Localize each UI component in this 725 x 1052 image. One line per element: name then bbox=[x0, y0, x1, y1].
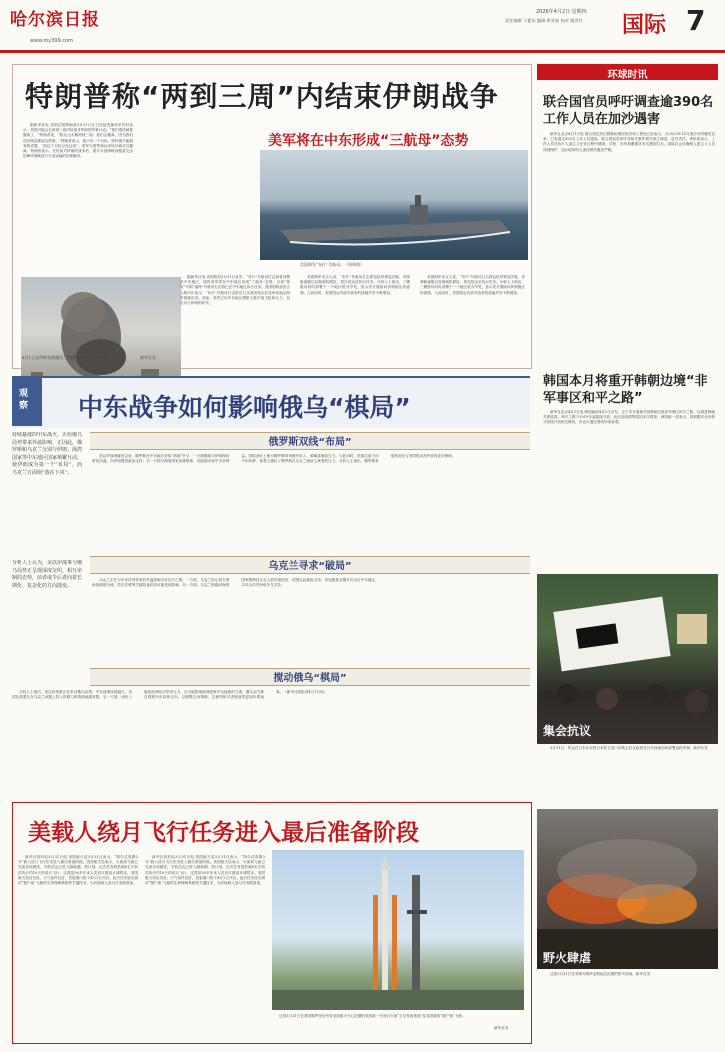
moon-body-col1: 新华社洛杉矶3月31日电 美国航天局3月31日表示，“阿尔忒弥斯2号”载人绕月飞行任务进入最后准备阶段。美国航天局表示，火箭和飞船已完成各项测试，宇航员也已进入隔离期。按计划，这次任务将搭载4名宇航员执行约10天的绕月飞行，这将是50多年来人类首次重返月球附近。美国航天局官员说，天气条件良好，发射窗口将于4月1日开启。此次任务旨在测试“猎户座”飞船的生命保障系统等关键技术，为后续载人登月任务做准备。 bbox=[18, 855, 138, 886]
lead-headline: 特朗普称“两到三周”内结束伊朗战争 bbox=[25, 80, 499, 113]
wildfire-photo-caption: 这是3月31日在菲律宾维萨亚斯地区拍摄的野火现场。新华社发 bbox=[550, 972, 651, 976]
protest-photo-title: 集会抗议 bbox=[543, 724, 592, 738]
lead-body-col2: 据新华社电 美国政府3月31日宣布，“布什”号航母打击群将部署至中东地区，届时美军将在中东地区形成“三航母”态势。目前“林肯”号和“福特”号航母打击群已在中东地区执行任务。美国国防部发言人帕内尔表示，“布什”号航母打击群近日从美国弗吉尼亚州诺福克海军基地出发。此前，美军已向中东地区增派大批作战飞机和兵力，以应对与伊朗的冲突。 bbox=[180, 275, 290, 306]
feature-label-text: 观察 bbox=[19, 389, 29, 411]
protest-photo-caption: 3月31日，民众在日本东京的日本防卫省门前集会抗议政府在日本西南岛屿部署远程导弹。新华社发 bbox=[550, 746, 708, 750]
masthead bbox=[0, 0, 725, 50]
wildfire-drawing bbox=[537, 809, 718, 969]
lead-body-col3: 美国海军发言人说，“布什”号航母打击群包括导弹巡洋舰、导弹驱逐舰以及舰载机联队，将在抵达后执行任务。分析人士指出，三艘航母同时部署于一个地区较为罕见，显示美方继续向伊朗施压的意图。与此同时，美国国会内部对战争的质疑声音不断增加。 bbox=[300, 275, 410, 295]
newspaper-logo: 哈尔滨日报 bbox=[10, 10, 100, 30]
feature-sub3: 搅动俄乌“棋局” bbox=[90, 668, 530, 686]
feature-intro-2: 分析人士认为，美以伊战事与俄乌局势正呈现深度交织，相互牵制的态势，前者或令后者向着长期化、复杂化的方向演变。 bbox=[12, 560, 82, 589]
feature-sub3-body: 分析人士指出，美以伊战事正在牵动俄乌局势。中东战事持续越久，美国及其盟友在乌克兰问题上投入的精力和资源就越有限。另一方面，油价上涨给欧洲经济带来压力，也可能影响欧洲国家对乌援助的力度。俄乌双方都在观察中东局势走向，以调整自身策略，这使得和平进程前景更加扑朔迷离。（新华社国际部4月1日电） bbox=[12, 690, 328, 700]
brief-item2-title: 韩国本月将重开韩朝边境“非军事区和平之路” bbox=[543, 374, 708, 406]
protest-banner-drawing bbox=[537, 574, 718, 744]
section-name: 国际 bbox=[622, 13, 667, 38]
wildfire-photo bbox=[537, 809, 718, 969]
world-brief-column bbox=[537, 64, 718, 1004]
rocket-photo-caption: 这是3月31日在美国佛罗里达州肯尼迪航天中心拍摄的美国新一代登月火箭“太空发射系统”及其搭载的“猎户座”飞船。 bbox=[279, 1014, 466, 1018]
lead-body-col1: 据新华社电 美国总统特朗普3月31日在白宫接受媒体采访时表示，美国可能会在两到三周内结束对伊朗的军事行动。“我们很快就要撤离了，”特朗普说，“我认为大概两到三周。我们会撤离，因为我们没有理由继续这样做。”特朗普表示，他只有一个目标，即伊朗不能拥有核武器，“而这个目标已经达成”。美军无需等到达成协议就可以撤离。特朗普表示，在结束对伊朗的战争后，霍尔木兹海峡问题将交由依赖该海峡进行石油运输的国家解决。 bbox=[23, 123, 133, 159]
rocket-photo bbox=[272, 850, 524, 1010]
brief-item1-title: 联合国官员呼吁调查逾390名工作人员在加沙遇害 bbox=[543, 95, 714, 127]
website-url[interactable]: www.my399.com bbox=[30, 38, 74, 44]
moon-headline: 美载人绕月飞行任务进入最后准备阶段 bbox=[28, 820, 419, 846]
feature-sub1: 俄罗斯双线“布局” bbox=[90, 432, 530, 450]
aircraft-carrier-drawing bbox=[260, 150, 528, 260]
explosion-photo-credit: 新华社发 bbox=[140, 355, 156, 360]
brief-item1-body: 新华社北京4月1日电 联合国近东巴勒斯坦难民救济和工程处日前表示，自2023年10月加沙冲突爆发以来，已有超过390名工作人员遇害。联合国官员呼吁对相关事件展开独立调查，追究责任。该机构表示，工作人员在执行人道主义任务过程中遇难，学校、诊所和避难所多次遭到打击。国际社会应确保人道主义人员得到保护，加沙地带的人道局势仍极其严峻。 bbox=[543, 132, 715, 152]
feature-sub2: 乌克兰寻求“破局” bbox=[90, 556, 530, 574]
rocket-launchpad-drawing bbox=[272, 850, 524, 1010]
rocket-photo-credit: 新华社发 bbox=[494, 1026, 509, 1030]
feature-sub2-body: 乌克兰正在为中东冲突带来的外溢影响寻求应对之策。一方面，乌克兰担心西方援助资源被分流，防空导弹等关键装备供应可能受到影响；另一方面，乌克兰积极向海湾国家推销其反无人机作战经验，试图以此换取支持。泽连斯基近期多次出访中东地区，寻求合作并争取外交支持。 bbox=[92, 578, 379, 588]
aircraft-carrier-photo bbox=[260, 150, 528, 260]
lead-body-col4: 美国海军发言人说，“布什”号航母打击群包括导弹巡洋舰、导弹驱逐舰以及舰载机联队，将在抵达后执行任务。分析人士指出，三艘航母同时部署于一个地区较为罕见，显示美方继续向伊朗施压的意图。与此同时，美国国会内部对战争的质疑声音不断增加。 bbox=[420, 275, 525, 295]
issue-date: 2026年4月2日 星期四 bbox=[536, 9, 587, 15]
brief-item2-body: 新华社北京4月1日电 韩国政府4月1日宣布，定于本月重新开放韩朝边境非军事区和平之路，以推进韩朝关系改善。和平之路于2019年起陆续开放，此后因疫情等原因多次暂停。韩国统一部表示，将根据安全形势分阶段开放相关路线，民众可通过网络申请参观。 bbox=[543, 410, 715, 425]
feature-sub1-body: 美以伊战事爆发以来，俄罗斯在中东地区采取“两面”外交：一方面继续与伊朗保持密切沟通，向伊朗提供政治支持；另一方面与海湾国家加强联系，在能源市场中寻求利益。国际油价上涨为俄罗斯带来额外收入，缓解其财政压力。与此同时，美国注意力向中东转移，客观上减轻了俄罗斯在乌克兰战场上承受的压力。分析人士指出，俄罗斯希望借此在与美国的谈判中获得更多筹码。 bbox=[92, 454, 456, 464]
moon-body-col2: 新华社洛杉矶3月31日电 美国航天局3月31日表示，“阿尔忒弥斯2号”载人绕月飞行任务进入最后准备阶段。美国航天局表示，火箭和飞船已完成各项测试，宇航员也已进入隔离期。按计划，这次任务将搭载4名宇航员执行约10天的绕月飞行，这将是50多年来人类首次重返月球附近。美国航天局官员说，天气条件良好，发射窗口将于4月1日开启。此次任务旨在测试“猎户座”飞船的生命保障系统等关键技术，为后续载人登月任务做准备。 bbox=[145, 855, 265, 886]
protest-photo bbox=[537, 574, 718, 744]
editor-credits: 责任编辑 于素东 编辑 崔亚茹 校对 姚誉红 bbox=[505, 18, 583, 23]
page-number: 7 bbox=[686, 4, 706, 37]
explosion-photo-caption: 4月1日在伊朗首都德黑兰拍摄的爆炸产生的浓烟。 bbox=[22, 355, 112, 360]
wildfire-photo-title: 野火肆虐 bbox=[543, 951, 592, 965]
feature-intro: 持续暴涨的中东战火，正给俄乌局势带来外溢影响，正因此，俄罗斯和乌克兰分别与伊朗、海湾国家等中东地区国家频繁互动，使伊朗成为第一个“布局”，而乌克兰方面则“落在下风”。 bbox=[12, 432, 82, 476]
carrier-photo-caption: 美国海军“布什”号航母。（资料图） bbox=[300, 262, 365, 267]
header-divider bbox=[0, 50, 725, 53]
world-brief-banner-text: 环球时讯 bbox=[607, 70, 648, 81]
lead-subhead: 美军将在中东形成“三航母”态势 bbox=[268, 133, 469, 149]
feature-headline: 中东战争如何影响俄乌“棋局” bbox=[78, 393, 411, 422]
